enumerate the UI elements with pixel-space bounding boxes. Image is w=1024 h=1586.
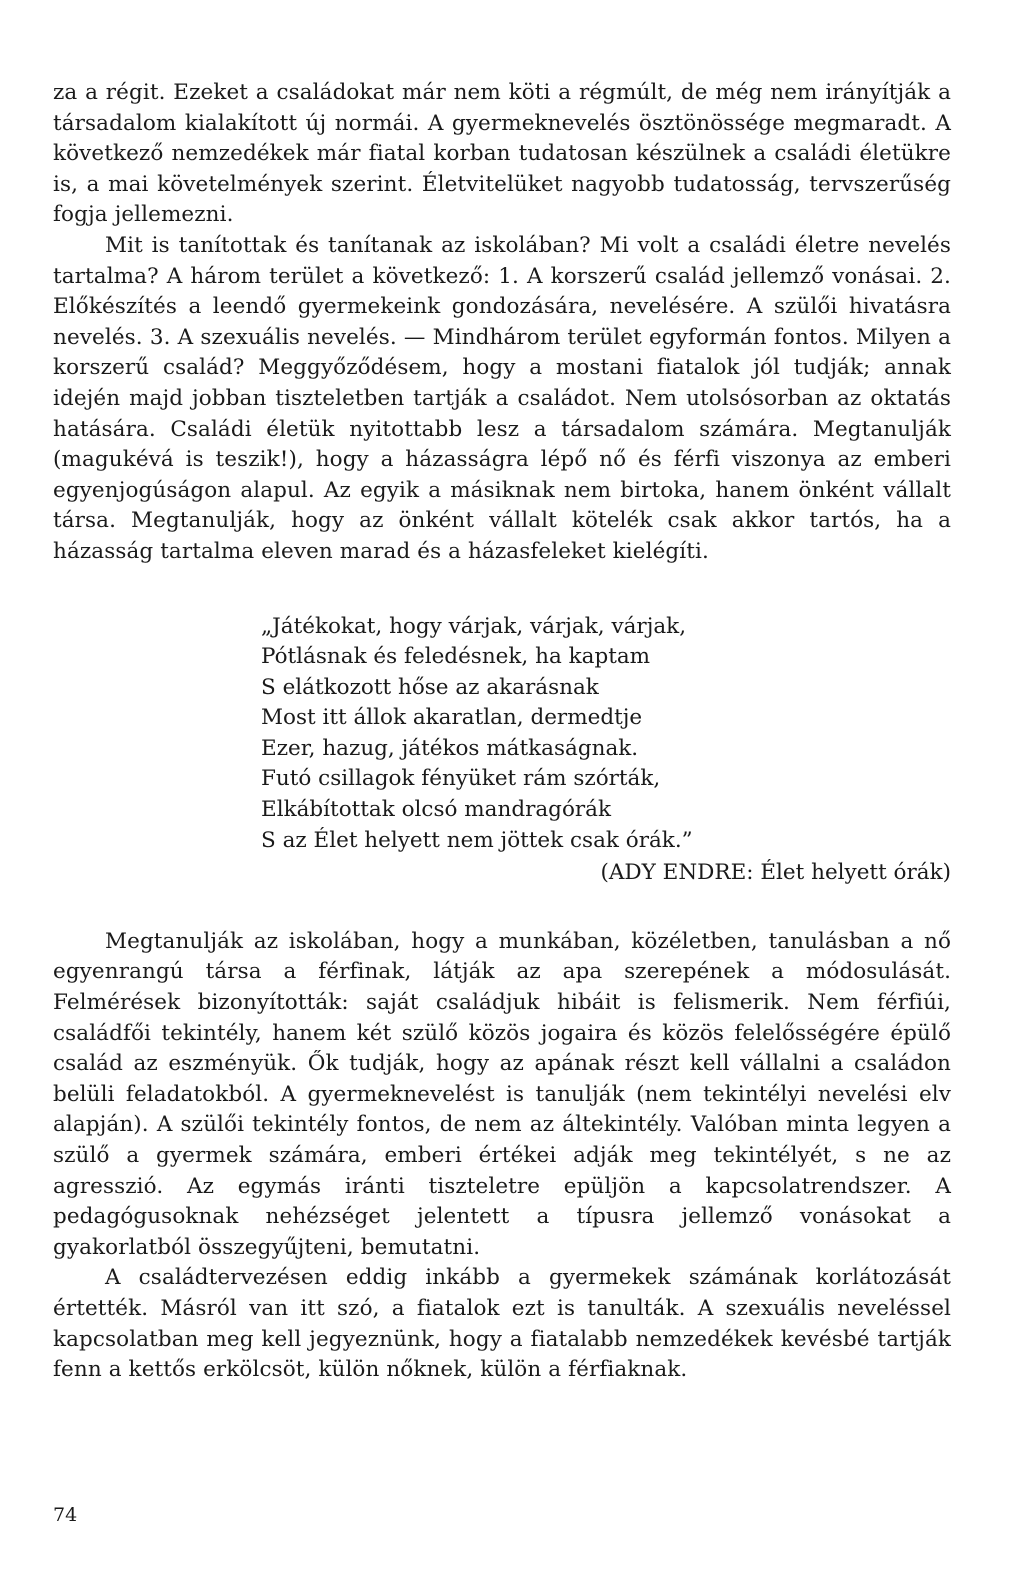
page-content xyxy=(53,78,951,1386)
poem-line: Ezer, hazug, játékos mátkaságnak. xyxy=(261,735,639,761)
poem-line: S elátkozott hőse az akarásnak xyxy=(261,674,599,700)
paragraph-2: Mit is tanítottak és tanítanak az iskolában? Mi volt a családi életre nevelés tartalma? A három terület a következő: 1. A korszerű család jellemző vonásai. 2. Előkészítés a leendő gyermekeink gondozására, nevelésére. A szülői hivatásra nevelés. 3. A szexuális nevelés. — Mindhárom terület egyformán fontos. Milyen a korszerű család? Meggyőződésem, hogy a mostani fiatalok jól tudják; annak idején majd jobban tiszteletben tartják a családot. Nem utolsósorban az oktatás hatására. Családi életük nyitottabb lesz a társadalom számára. Megtanulják (magukévá is teszik!), hogy a házasságra lépő nő és férfi viszonya az emberi egyenjogúságon alapul. Az egyik a másiknak nem birtoka, hanem önként vállalt társa. Megtanulják, hogy az önként vállalt kötelék csak akkor tartós, ha a házasság tartalma eleven marad és a házasfeleket kielégíti. xyxy=(53,232,951,564)
poem-attribution: (ADY ENDRE: Élet helyett órák) xyxy=(600,860,951,886)
page-number: 74 xyxy=(53,1504,78,1526)
poem-line: Futó csillagok fényüket rám szórták, xyxy=(261,766,661,792)
poem-quote xyxy=(261,612,951,889)
poem-line: Elkábítottak olcsó mandragórák xyxy=(261,797,612,823)
paragraph-4: A családtervezésen eddig inkább a gyermekek számának korlátozását értették. Másról van itt szó, a fiatalok ezt is tanulták. A szexuális neveléssel kapcsolatban meg kell jegyeznünk, hogy a fiatalabb nemzedékek kevésbé tartják fenn a kettős erkölcsöt, külön nőknek, külön a férfiaknak. xyxy=(53,1265,951,1383)
poem-line: Pótlásnak és feledésnek, ha kaptam xyxy=(261,644,651,670)
section-gap xyxy=(53,889,951,927)
paragraph-1: za a régit. Ezeket a családokat már nem köti a régmúlt, de még nem irányítják a társadalom kialakított új normái. A gyermeknevelés ösztönössége megmaradt. A következő nemzedékek már fiatal korban tudatosan készülnek a családi életükre is, a mai követelmények szerint. Életvitelüket nagyobb tudatosság, tervszerűség fogja jellemezni. xyxy=(53,80,951,228)
poem-line: S az Élet helyett nem jöttek csak órák.” xyxy=(261,827,693,853)
paragraph-3: Megtanulják az iskolában, hogy a munkában, közéletben, tanulásban a nő egyenrangú társa a férfinak, látják az apa szerepének a módosulását. Felmérések bizonyították: saját családjuk hibáit is felismerik. Nem férfiúi, családfői tekintély, hanem két szülő közös jogaira és közös felelősségére épülő család az eszményük. Ők tudják, hogy az apának részt kell vállalni a családon belüli feladatokból. A gyermeknevelést is tanulják (nem tekintélyi nevelési elv alapján). A szülői tekintély fontos, de nem az áltekintély. Valóban minta legyen a szülő a gyermek számára, emberi értékei adják meg tekintélyét, s ne az agresszió. Az egymás iránti tiszteletre epüljön a kapcsolatrendszer. A pedagógusoknak nehézséget jelentett a típusra jellemző vonásokat a gyakorlatból összegyűjteni, bemutatni. xyxy=(53,928,951,1260)
poem-line: „Játékokat, hogy várjak, várjak, várjak, xyxy=(261,613,687,639)
poem-line: Most itt állok akaratlan, dermedtje xyxy=(261,705,643,731)
